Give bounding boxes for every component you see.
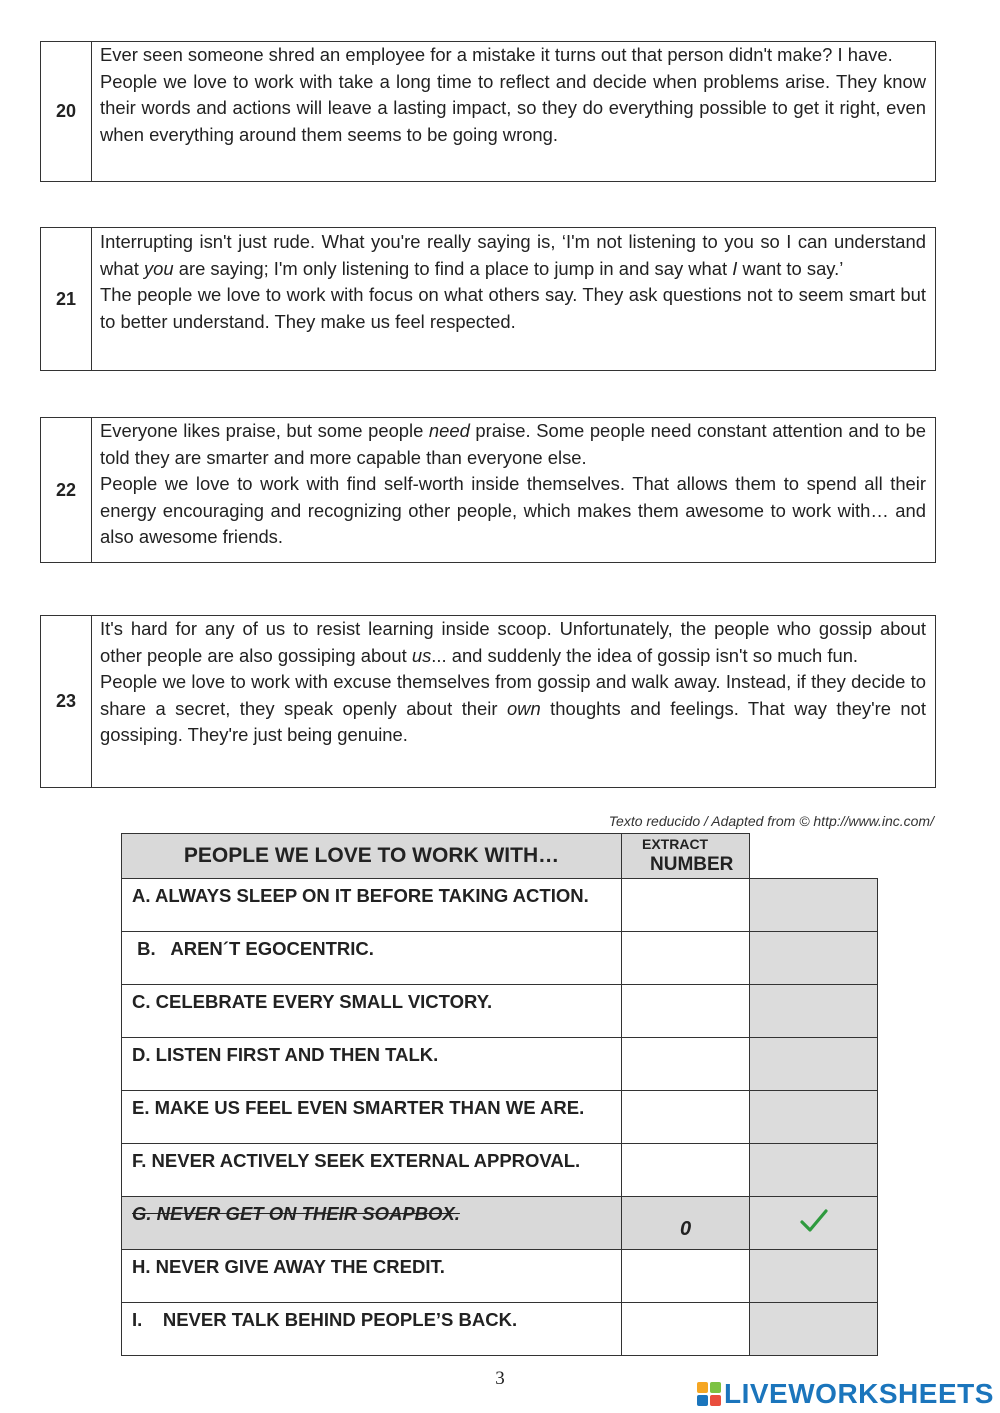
table-row-example [122, 1197, 878, 1250]
header-blank [750, 834, 878, 879]
header-line-extract: EXTRACT [642, 836, 709, 852]
answer-input-f[interactable] [622, 1144, 750, 1197]
option-b: B. AREN´T EGOCENTRIC. [122, 932, 622, 985]
check-cell [750, 1250, 878, 1303]
extract-paragraph: The people we love to work with focus on what others say. They ask questions not to seem smart but to better understand. They make us feel respected. [100, 284, 926, 332]
answer-input-a[interactable] [622, 879, 750, 932]
answer-input-i[interactable] [622, 1303, 750, 1356]
check-cell [750, 932, 878, 985]
page-number: 3 [495, 1368, 505, 1389]
table-row [122, 1038, 878, 1091]
logo-mark-icon [697, 1382, 721, 1406]
check-cell [750, 1038, 878, 1091]
answer-input-d[interactable] [622, 1038, 750, 1091]
check-cell [750, 1144, 878, 1197]
check-cell [750, 1197, 878, 1250]
extract-23 [40, 615, 936, 788]
check-cell [750, 985, 878, 1038]
extract-text [92, 42, 935, 181]
table-row [122, 1091, 878, 1144]
example-answer: 0 [622, 1197, 750, 1250]
extract-paragraph: People we love to work with excuse themselves from gossip and walk away. Instead, if they decide to share a secret, they speak openly about their own thoughts and feelings. That way they're not gossiping. They're just being genuine. [100, 671, 927, 746]
option-f: F. NEVER ACTIVELY SEEK EXTERNAL APPROVAL. [122, 1144, 622, 1197]
extract-paragraph: Everyone likes praise, but some people need praise. Some people need constant attention and to be told they are smarter and more capable than everyone else. [100, 420, 926, 468]
table-row [122, 1303, 878, 1356]
table-row [122, 932, 878, 985]
extract-paragraph: It's hard for any of us to resist learning inside scoop. Unfortunately, the people who gossip about other people are also gossiping about us... and suddenly the idea of gossip isn't so much fun. [100, 618, 926, 666]
extract-text [92, 616, 935, 787]
extract-22 [40, 417, 936, 563]
extract-text [92, 228, 935, 370]
table-row [122, 879, 878, 932]
liveworksheets-logo [697, 1378, 994, 1410]
option-c: C. CELEBRATE EVERY SMALL VICTORY. [122, 985, 622, 1038]
answer-input-c[interactable] [622, 985, 750, 1038]
source-credit: Texto reducido / Adapted from © http://www.inc.com/ [608, 813, 934, 829]
checkmark-icon [799, 1208, 829, 1234]
check-cell [750, 1091, 878, 1144]
table-row [122, 985, 878, 1038]
extract-text [92, 418, 935, 562]
table-header-extract-number [622, 834, 750, 879]
check-cell [750, 1303, 878, 1356]
option-g-example: G. NEVER GET ON THEIR SOAPBOX. [122, 1197, 622, 1250]
extract-paragraph: Ever seen someone shred an employee for a mistake it turns out that person didn't make? I have. [100, 44, 893, 65]
extract-paragraph: People we love to work with find self-worth inside themselves. That allows them to spend all their energy encouraging and recognizing other people, which makes them awesome to work with… and also awesome friends. [100, 473, 926, 548]
extract-paragraph: Interrupting isn't just rude. What you're really saying is, ‘I'm not listening to you so I can understand what you are saying; I'm only listening to find a place to jump in and say what I want to say.’ [100, 231, 926, 279]
answer-input-b[interactable] [622, 932, 750, 985]
answer-input-h[interactable] [622, 1250, 750, 1303]
extract-21 [40, 227, 936, 371]
extract-number: 21 [41, 228, 92, 370]
option-i: I. NEVER TALK BEHIND PEOPLE’S BACK. [122, 1303, 622, 1356]
option-h: H. NEVER GIVE AWAY THE CREDIT. [122, 1250, 622, 1303]
extract-number: 23 [41, 616, 92, 787]
logo-text: LIVEWORKSHEETS [724, 1378, 994, 1409]
header-line-number: NUMBER [650, 854, 734, 875]
option-a: A. ALWAYS SLEEP ON IT BEFORE TAKING ACTION. [122, 879, 622, 932]
extract-number: 20 [41, 42, 92, 181]
extract-20 [40, 41, 936, 182]
table-row [122, 1250, 878, 1303]
table-row [122, 1144, 878, 1197]
option-d: D. LISTEN FIRST AND THEN TALK. [122, 1038, 622, 1091]
check-cell [750, 879, 878, 932]
option-e: E. MAKE US FEEL EVEN SMARTER THAN WE ARE. [122, 1091, 622, 1144]
table-header-title: PEOPLE WE LOVE TO WORK WITH… [122, 834, 622, 879]
extract-paragraph: People we love to work with take a long time to reflect and decide when problems arise. They know their words and actions will leave a lasting impact, so they do everything possible to get it right, even when everything around them seems to be going wrong. [100, 70, 926, 145]
answer-input-e[interactable] [622, 1091, 750, 1144]
matching-table [121, 833, 878, 1356]
table-header-row [122, 834, 878, 879]
extract-number: 22 [41, 418, 92, 562]
